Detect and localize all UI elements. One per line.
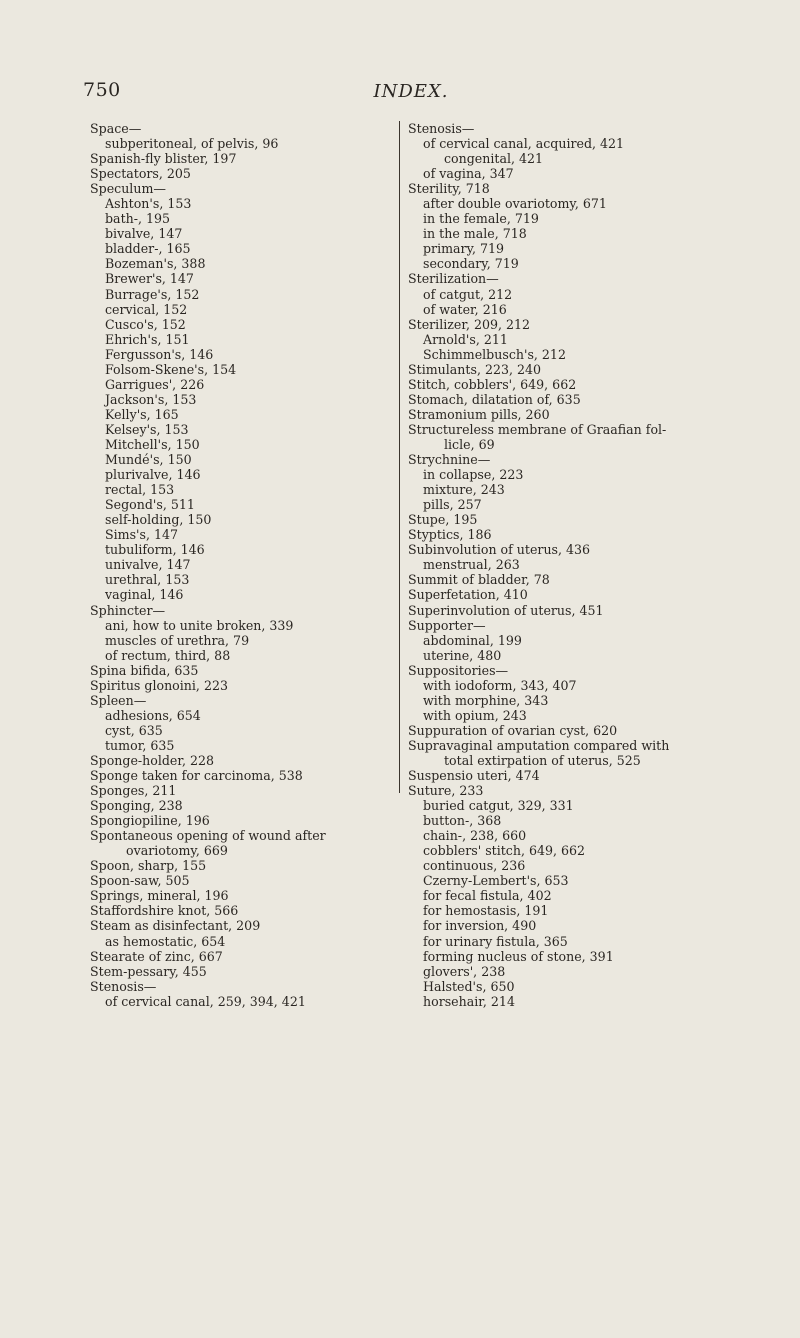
index-entry: cobblers' stitch, 649, 662 <box>423 843 586 859</box>
index-entry: Spina bifida, 635 <box>90 662 199 678</box>
index-entry: Stenosis— <box>90 978 157 994</box>
index-entry: menstrual, 263 <box>423 557 520 573</box>
index-entry: button-, 368 <box>423 813 502 829</box>
index-entry: Stitch, cobblers', 649, 662 <box>408 376 577 392</box>
index-entry: forming nucleus of stone, 391 <box>423 948 614 964</box>
index-entry: congenital, 421 <box>444 151 544 167</box>
index-entry: Halsted's, 650 <box>423 978 515 994</box>
index-entry: Ashton's, 153 <box>105 196 192 212</box>
index-entry: Stomach, dilatation of, 635 <box>408 391 581 407</box>
index-entry: Strychnine— <box>408 452 491 468</box>
index-entry: Sphincter— <box>90 602 166 618</box>
index-entry: Burrage's, 152 <box>105 286 200 302</box>
index-entry: tubuliform, 146 <box>105 542 205 558</box>
index-entry: for urinary fistula, 365 <box>423 933 568 949</box>
index-entry: pills, 257 <box>423 497 482 513</box>
index-entry: of cervical canal, 259, 394, 421 <box>105 993 306 1009</box>
index-entry: Kelsey's, 153 <box>105 421 189 437</box>
index-entry: Kelly's, 165 <box>105 406 179 422</box>
index-entry: Sterilizer, 209, 212 <box>408 316 531 332</box>
index-entry: Stenosis— <box>408 121 475 136</box>
index-entry: plurivalve, 146 <box>105 467 201 483</box>
index-entry: ani, how to unite broken, 339 <box>105 617 294 633</box>
index-entry: bladder-, 165 <box>105 241 191 257</box>
index-entry: Suppositories— <box>408 662 509 678</box>
index-entry: with morphine, 343 <box>423 692 549 708</box>
index-entry: Spectators, 205 <box>90 166 191 182</box>
index-entry: Sponging, 238 <box>90 798 183 814</box>
index-entry: Superinvolution of uterus, 451 <box>408 602 604 618</box>
index-entry: licle, 69 <box>444 436 495 452</box>
index-entry: cyst, 635 <box>105 722 163 738</box>
index-entry: Stem-pessary, 455 <box>90 963 207 979</box>
index-entry: for hemostasis, 191 <box>423 903 549 919</box>
index-entry: Suppuration of ovarian cyst, 620 <box>408 722 618 738</box>
index-entry: Supporter— <box>408 617 486 633</box>
index-entry: of water, 216 <box>423 301 507 317</box>
index-entry: Segond's, 511 <box>105 497 195 513</box>
index-column-right <box>399 121 800 1009</box>
index-entry: abdominal, 199 <box>423 632 522 648</box>
index-entry: Steam as disinfectant, 209 <box>90 918 261 934</box>
index-entry: tumor, 635 <box>105 737 175 753</box>
index-entry: of catgut, 212 <box>423 286 513 302</box>
index-entry: Bozeman's, 388 <box>105 256 206 272</box>
index-entry: mixture, 243 <box>423 482 505 498</box>
index-entry: glovers', 238 <box>423 963 506 979</box>
index-entry: Stimulants, 223, 240 <box>408 361 542 377</box>
index-entry: total extirpation of uterus, 525 <box>444 752 641 768</box>
index-entry: adhesions, 654 <box>105 707 201 723</box>
index-entry: Supravaginal amputation compared with <box>408 737 670 753</box>
index-entry: of vagina, 347 <box>423 166 514 182</box>
index-entry: Spongiopiline, 196 <box>90 813 210 829</box>
index-entry: Fergusson's, 146 <box>105 346 214 362</box>
index-entry: Sterility, 718 <box>408 181 490 197</box>
index-entry: Mitchell's, 150 <box>105 436 200 452</box>
index-entry: Springs, mineral, 196 <box>90 888 229 904</box>
index-entry: Sterilization— <box>408 271 499 287</box>
index-entry: in the female, 719 <box>423 211 539 227</box>
index-entry: Stupe, 195 <box>408 512 478 528</box>
index-entry: Czerny-Lembert's, 653 <box>423 873 569 889</box>
index-entry: rectal, 153 <box>105 482 175 498</box>
index-entry: for fecal fistula, 402 <box>423 888 552 904</box>
index-entry: Staffordshire knot, 566 <box>90 903 239 919</box>
index-entry: horsehair, 214 <box>423 993 515 1009</box>
index-entry: of cervical canal, acquired, 421 <box>423 136 625 152</box>
index-entry: urethral, 153 <box>105 572 190 588</box>
index-entry: Suspensio uteri, 474 <box>408 768 540 784</box>
index-entry: in the male, 718 <box>423 226 527 242</box>
index-entry: Summit of bladder, 78 <box>408 572 550 588</box>
index-entry: self-holding, 150 <box>105 512 212 528</box>
index-entry: Ehrich's, 151 <box>105 331 190 347</box>
index-entry: subperitoneal, of pelvis, 96 <box>105 136 279 152</box>
page-title: INDEX. <box>373 81 449 102</box>
index-entry: Folsom-Skene's, 154 <box>105 361 237 377</box>
index-entry: with iodoform, 343, 407 <box>423 677 577 693</box>
index-entry: Garrigues', 226 <box>105 376 205 392</box>
index-entry: Space— <box>90 121 142 136</box>
index-entry: univalve, 147 <box>105 557 191 573</box>
index-entry: Styptics, 186 <box>408 527 492 543</box>
index-entry: Spoon, sharp, 155 <box>90 858 207 874</box>
index-entry: Spoon-saw, 505 <box>90 873 190 889</box>
index-entry: ovariotomy, 669 <box>126 843 228 859</box>
index-entry: Spanish-fly blister, 197 <box>90 151 237 167</box>
index-entry: with opium, 243 <box>423 707 527 723</box>
index-entry: cervical, 152 <box>105 301 188 317</box>
index-entry: Structureless membrane of Graafian fol- <box>408 421 667 437</box>
index-entry: Schimmelbusch's, 212 <box>423 346 566 362</box>
index-entry: uterine, 480 <box>423 647 502 663</box>
index-entry: buried catgut, 329, 331 <box>423 798 574 814</box>
index-column-left <box>90 121 390 1009</box>
index-entry: muscles of urethra, 79 <box>105 632 250 648</box>
index-entry: Mundé's, 150 <box>105 452 192 468</box>
index-entry: chain-, 238, 660 <box>423 828 527 844</box>
index-entry: Speculum— <box>90 181 166 197</box>
index-entry: Spontaneous opening of wound after <box>90 828 326 844</box>
index-entry: Stearate of zinc, 667 <box>90 948 223 964</box>
index-entry: of rectum, third, 88 <box>105 647 231 663</box>
index-entry: Superfetation, 410 <box>408 587 528 603</box>
index-entry: in collapse, 223 <box>423 467 524 483</box>
index-entry: as hemostatic, 654 <box>105 933 226 949</box>
page-number: 750 <box>83 79 121 101</box>
index-entry: Arnold's, 211 <box>423 331 508 347</box>
index-entry: Sims's, 147 <box>105 527 179 543</box>
index-entry: bivalve, 147 <box>105 226 183 242</box>
index-entry: Jackson's, 153 <box>105 391 197 407</box>
index-entry: primary, 719 <box>423 241 505 257</box>
index-entry: bath-, 195 <box>105 211 171 227</box>
index-entry: Sponge taken for carcinoma, 538 <box>90 768 303 784</box>
index-entry: secondary, 719 <box>423 256 519 272</box>
index-entry: Stramonium pills, 260 <box>408 406 550 422</box>
index-entry: Subinvolution of uterus, 436 <box>408 542 591 558</box>
index-entry: Brewer's, 147 <box>105 271 194 287</box>
index-entry: continuous, 236 <box>423 858 526 874</box>
index-entry: after double ovariotomy, 671 <box>423 196 607 212</box>
index-entry: Cusco's, 152 <box>105 316 186 332</box>
index-entry: Spleen— <box>90 692 147 708</box>
index-entry: Suture, 233 <box>408 783 484 799</box>
index-entry: Spiritus glonoini, 223 <box>90 677 228 693</box>
index-entry: Sponges, 211 <box>90 783 177 799</box>
index-entry: for inversion, 490 <box>423 918 537 934</box>
index-entry: Sponge-holder, 228 <box>90 752 215 768</box>
index-entry: vaginal, 146 <box>105 587 184 603</box>
